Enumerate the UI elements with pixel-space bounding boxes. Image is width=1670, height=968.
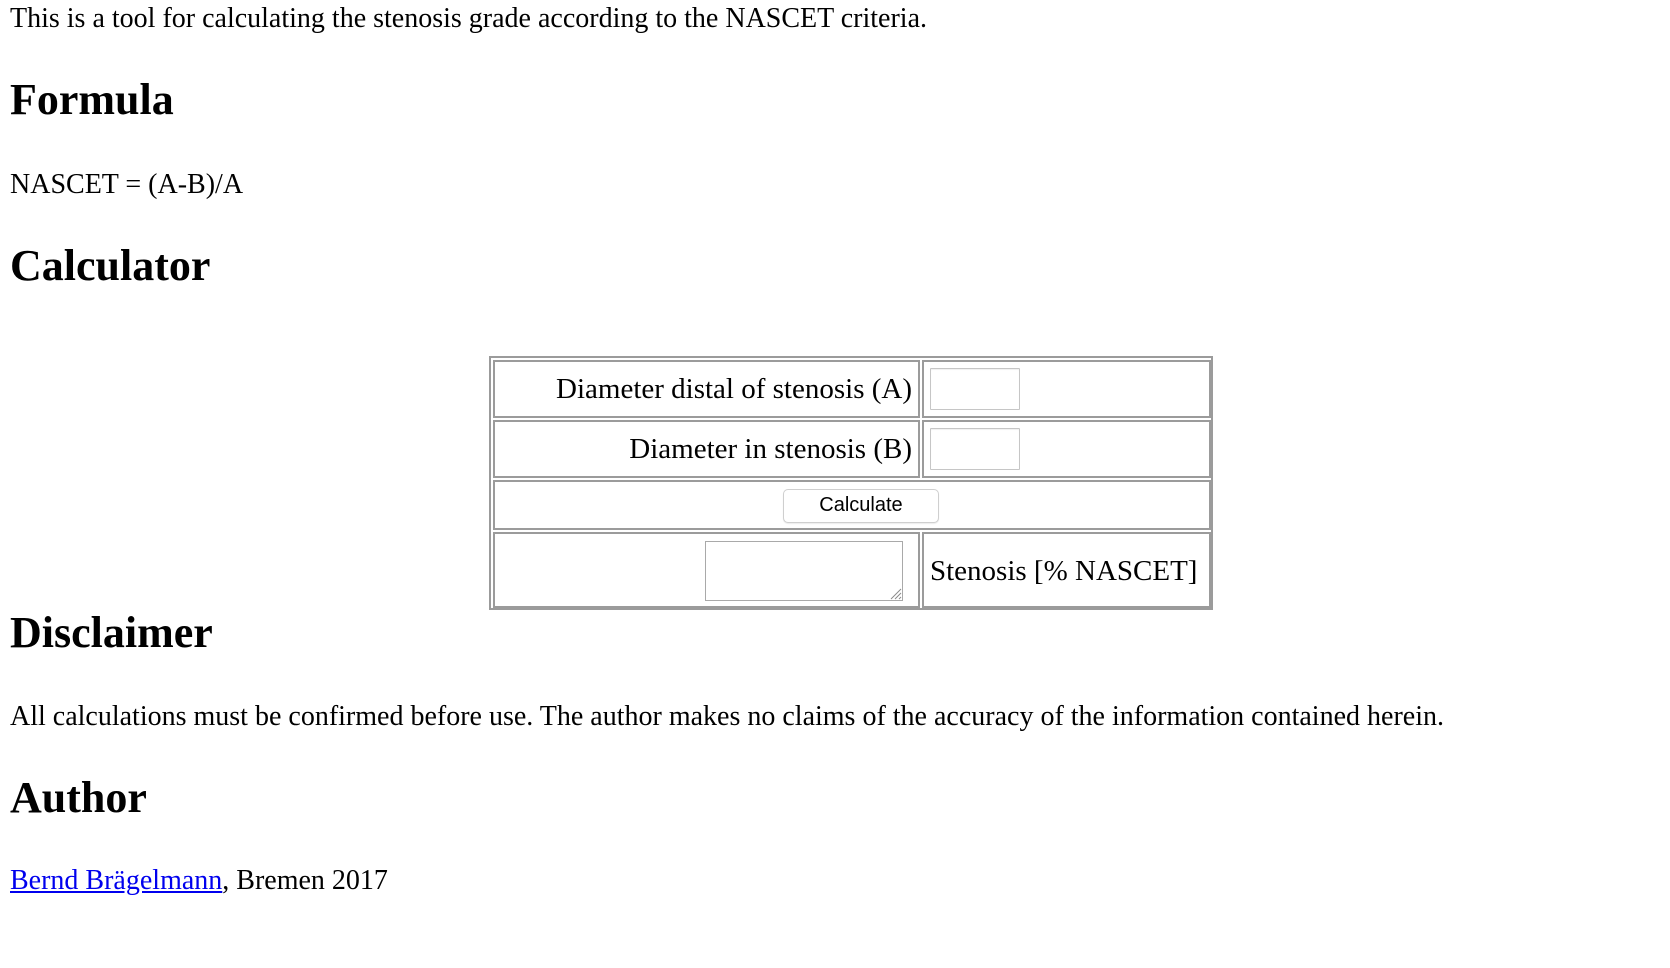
intro-text: This is a tool for calculating the stenosis grade according to the NASCET criteria. — [10, 3, 928, 34]
disclaimer-text: All calculations must be confirmed before use. The author makes no claims of the accuracy of the information contained herein. — [10, 701, 1444, 732]
calculator-table — [489, 356, 1213, 610]
calculator-heading: Calculator — [10, 241, 211, 290]
result-label-cell — [922, 532, 1211, 608]
disclaimer-heading: Disclaimer — [10, 608, 213, 657]
diameter-b-input[interactable] — [930, 428, 1020, 470]
diameter-b-label-cell — [493, 420, 920, 478]
diameter-b-label: Diameter in stenosis (B) — [629, 433, 912, 465]
result-output[interactable] — [705, 541, 903, 601]
author-suffix: , Bremen 2017 — [222, 865, 388, 896]
result-label: Stenosis [% NASCET] — [930, 555, 1198, 587]
result-output-cell — [493, 532, 920, 608]
diameter-b-input-cell — [922, 420, 1211, 478]
diameter-a-label: Diameter distal of stenosis (A) — [556, 373, 912, 405]
formula-heading: Formula — [10, 75, 174, 124]
author-heading: Author — [10, 773, 147, 822]
formula-text: NASCET = (A-B)/A — [10, 169, 244, 200]
diameter-a-input-cell — [922, 360, 1211, 418]
calculate-button[interactable]: Calculate — [783, 489, 939, 523]
author-line — [10, 864, 388, 898]
diameter-a-label-cell — [493, 360, 920, 418]
calculate-cell — [493, 480, 1211, 530]
author-link[interactable]: Bernd Brägelmann — [10, 865, 223, 896]
diameter-a-input[interactable] — [930, 368, 1020, 410]
resize-grip-icon[interactable] — [888, 586, 902, 600]
